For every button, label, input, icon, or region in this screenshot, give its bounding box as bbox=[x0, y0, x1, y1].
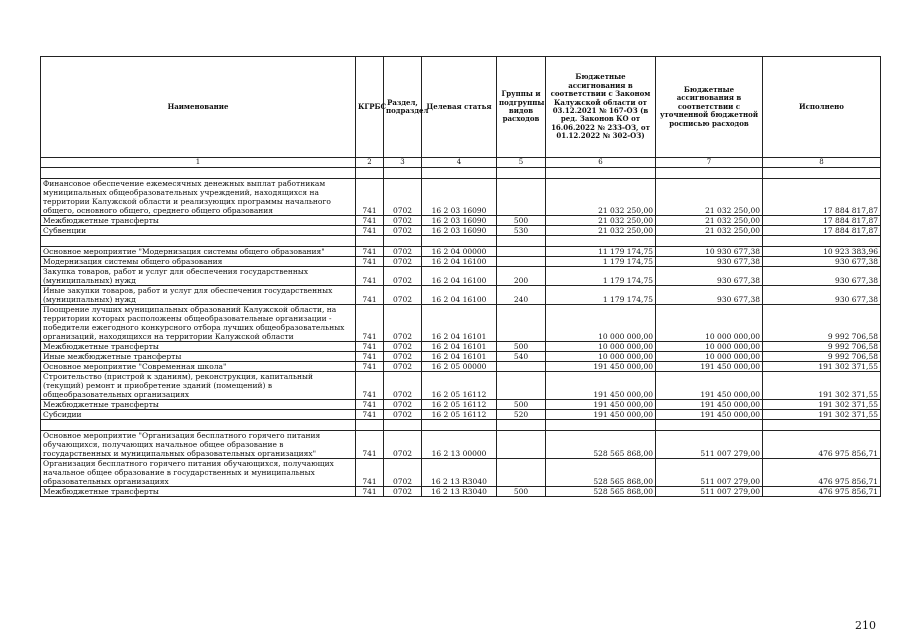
cell-kgrbs: 741 bbox=[356, 362, 384, 372]
cell-name: Строительство (пристрой к зданиям), реконструкция, капитальный (текущий) ремонт и приобретение зданий (помещений) в общеобразовательных организациях bbox=[41, 372, 356, 400]
cell-kgrbs: 741 bbox=[356, 487, 384, 497]
cell-target: 16 2 04 16100 bbox=[422, 286, 497, 305]
cell-section: 0702 bbox=[384, 267, 422, 286]
cell-refined: 191 450 000,00 bbox=[656, 410, 763, 420]
cell-target: 16 2 04 16100 bbox=[422, 267, 497, 286]
cell-group: 240 bbox=[497, 286, 546, 305]
cell-executed: 476 975 856,71 bbox=[763, 459, 881, 487]
cell-executed: 10 923 383,96 bbox=[763, 247, 881, 257]
column-number: 1 bbox=[41, 158, 356, 168]
cell-section: 0702 bbox=[384, 342, 422, 352]
cell-group: 530 bbox=[497, 226, 546, 236]
cell-approved: 528 565 868,00 bbox=[546, 459, 656, 487]
cell-executed: 930 677,38 bbox=[763, 267, 881, 286]
cell-kgrbs: 741 bbox=[356, 267, 384, 286]
table-row bbox=[41, 431, 881, 459]
cell-kgrbs: 741 bbox=[356, 400, 384, 410]
cell-section: 0702 bbox=[384, 179, 422, 216]
table-body bbox=[41, 168, 881, 497]
spacer-row bbox=[41, 168, 881, 179]
cell-target: 16 2 04 16101 bbox=[422, 342, 497, 352]
cell-kgrbs: 741 bbox=[356, 216, 384, 226]
cell-section: 0702 bbox=[384, 410, 422, 420]
table-row bbox=[41, 305, 881, 342]
cell-refined: 21 032 250,00 bbox=[656, 216, 763, 226]
cell-kgrbs: 741 bbox=[356, 286, 384, 305]
cell-refined: 930 677,38 bbox=[656, 286, 763, 305]
cell-group: 520 bbox=[497, 410, 546, 420]
header-target: Целевая статья bbox=[422, 57, 497, 158]
cell-group: 200 bbox=[497, 267, 546, 286]
spacer-row bbox=[41, 236, 881, 247]
cell-section: 0702 bbox=[384, 286, 422, 305]
cell-name: Модернизация системы общего образования bbox=[41, 257, 356, 267]
table-row bbox=[41, 400, 881, 410]
column-number: 3 bbox=[384, 158, 422, 168]
cell-name: Поощрение лучших муниципальных образований Калужской области, на территории которых расположены общеобразовательные организации - победители ежегодного конкурсного отбора лучших общеобразовательных организаций, находящихся на территории Калужской области bbox=[41, 305, 356, 342]
cell-kgrbs: 741 bbox=[356, 247, 384, 257]
table-row bbox=[41, 267, 881, 286]
header-groups: Группы и подгруппы видов расходов bbox=[497, 57, 546, 158]
table-row bbox=[41, 352, 881, 362]
cell-approved: 528 565 868,00 bbox=[546, 431, 656, 459]
cell-name: Иные закупки товаров, работ и услуг для обеспечения государственных (муниципальных) нужд bbox=[41, 286, 356, 305]
cell-kgrbs: 741 bbox=[356, 342, 384, 352]
cell-section: 0702 bbox=[384, 431, 422, 459]
cell-target: 16 2 13 R3040 bbox=[422, 487, 497, 497]
cell-section: 0702 bbox=[384, 459, 422, 487]
cell-target: 16 2 05 16112 bbox=[422, 372, 497, 400]
cell-approved: 21 032 250,00 bbox=[546, 179, 656, 216]
cell-refined: 10 930 677,38 bbox=[656, 247, 763, 257]
cell-approved: 191 450 000,00 bbox=[546, 410, 656, 420]
cell-name: Основное мероприятие "Современная школа" bbox=[41, 362, 356, 372]
table-row bbox=[41, 179, 881, 216]
column-number: 6 bbox=[546, 158, 656, 168]
header-approved: Бюджетные ассигнования в соответствии с Законом Калужской области от 03.12.2021 № 167-ОЗ (в ред. Законов КО от 16.06.2022 № 233-ОЗ, от 01.12.2022 № 302-ОЗ) bbox=[546, 57, 656, 158]
cell-refined: 511 007 279,00 bbox=[656, 431, 763, 459]
cell-section: 0702 bbox=[384, 247, 422, 257]
cell-approved: 21 032 250,00 bbox=[546, 216, 656, 226]
cell-kgrbs: 741 bbox=[356, 226, 384, 236]
cell-approved: 10 000 000,00 bbox=[546, 352, 656, 362]
header-executed: Исполнено bbox=[763, 57, 881, 158]
cell-executed: 17 884 817,87 bbox=[763, 216, 881, 226]
cell-target: 16 2 03 16090 bbox=[422, 226, 497, 236]
cell-executed: 17 884 817,87 bbox=[763, 226, 881, 236]
cell-group: 500 bbox=[497, 400, 546, 410]
cell-executed: 191 302 371,55 bbox=[763, 410, 881, 420]
cell-executed: 191 302 371,55 bbox=[763, 372, 881, 400]
cell-approved: 11 179 174,75 bbox=[546, 247, 656, 257]
cell-kgrbs: 741 bbox=[356, 179, 384, 216]
header-row bbox=[41, 57, 881, 158]
cell-section: 0702 bbox=[384, 257, 422, 267]
cell-refined: 10 000 000,00 bbox=[656, 342, 763, 352]
cell-group bbox=[497, 372, 546, 400]
cell-name: Финансовое обеспечение ежемесячных денежных выплат работникам муниципальных общеобразовательных учреждений, находящихся на территории Калужской области и реализующих программы начального общего, основного общего, среднего общего образования bbox=[41, 179, 356, 216]
cell-target: 16 2 05 00000 bbox=[422, 362, 497, 372]
cell-group bbox=[497, 305, 546, 342]
cell-refined: 930 677,38 bbox=[656, 267, 763, 286]
cell-group: 500 bbox=[497, 216, 546, 226]
cell-refined: 10 000 000,00 bbox=[656, 305, 763, 342]
column-number-row bbox=[41, 158, 881, 168]
cell-executed: 9 992 706,58 bbox=[763, 342, 881, 352]
cell-kgrbs: 741 bbox=[356, 431, 384, 459]
cell-approved: 1 179 174,75 bbox=[546, 267, 656, 286]
cell-kgrbs: 741 bbox=[356, 352, 384, 362]
cell-section: 0702 bbox=[384, 362, 422, 372]
spacer-row bbox=[41, 420, 881, 431]
page-number: 210 bbox=[855, 619, 876, 632]
cell-group: 500 bbox=[497, 342, 546, 352]
table-row bbox=[41, 216, 881, 226]
cell-approved: 528 565 868,00 bbox=[546, 487, 656, 497]
cell-refined: 511 007 279,00 bbox=[656, 459, 763, 487]
header-refined: Бюджетные ассигнования в соответствии с уточненной бюджетной росписью расходов bbox=[656, 57, 763, 158]
cell-approved: 191 450 000,00 bbox=[546, 400, 656, 410]
cell-group bbox=[497, 257, 546, 267]
cell-name: Иные межбюджетные трансферты bbox=[41, 352, 356, 362]
cell-name: Межбюджетные трансферты bbox=[41, 400, 356, 410]
cell-refined: 930 677,38 bbox=[656, 257, 763, 267]
table-row bbox=[41, 487, 881, 497]
cell-approved: 191 450 000,00 bbox=[546, 362, 656, 372]
cell-name: Закупка товаров, работ и услуг для обеспечения государственных (муниципальных) нужд bbox=[41, 267, 356, 286]
cell-kgrbs: 741 bbox=[356, 372, 384, 400]
cell-approved: 10 000 000,00 bbox=[546, 342, 656, 352]
table-row bbox=[41, 342, 881, 352]
cell-name: Субсидии bbox=[41, 410, 356, 420]
column-number: 7 bbox=[656, 158, 763, 168]
cell-executed: 191 302 371,55 bbox=[763, 362, 881, 372]
cell-kgrbs: 741 bbox=[356, 459, 384, 487]
cell-name: Организация бесплатного горячего питания обучающихся, получающих начальное общее образование в государственных и муниципальных образовательных организациях bbox=[41, 459, 356, 487]
cell-group: 500 bbox=[497, 487, 546, 497]
column-number: 5 bbox=[497, 158, 546, 168]
cell-target: 16 2 05 16112 bbox=[422, 400, 497, 410]
cell-approved: 1 179 174,75 bbox=[546, 257, 656, 267]
cell-approved: 191 450 000,00 bbox=[546, 372, 656, 400]
cell-executed: 9 992 706,58 bbox=[763, 352, 881, 362]
cell-refined: 21 032 250,00 bbox=[656, 179, 763, 216]
cell-target: 16 2 04 16101 bbox=[422, 305, 497, 342]
budget-table bbox=[40, 56, 881, 497]
cell-section: 0702 bbox=[384, 372, 422, 400]
column-number: 8 bbox=[763, 158, 881, 168]
column-number: 2 bbox=[356, 158, 384, 168]
cell-approved: 10 000 000,00 bbox=[546, 305, 656, 342]
cell-target: 16 2 13 R3040 bbox=[422, 459, 497, 487]
table-row bbox=[41, 372, 881, 400]
cell-section: 0702 bbox=[384, 487, 422, 497]
table-row bbox=[41, 247, 881, 257]
table-row bbox=[41, 459, 881, 487]
cell-target: 16 2 03 16090 bbox=[422, 179, 497, 216]
cell-refined: 191 450 000,00 bbox=[656, 372, 763, 400]
cell-executed: 9 992 706,58 bbox=[763, 305, 881, 342]
header-name: Наименование bbox=[41, 57, 356, 158]
cell-executed: 930 677,38 bbox=[763, 257, 881, 267]
cell-group bbox=[497, 362, 546, 372]
cell-group bbox=[497, 459, 546, 487]
cell-executed: 476 975 856,71 bbox=[763, 487, 881, 497]
cell-target: 16 2 03 16090 bbox=[422, 216, 497, 226]
cell-target: 16 2 04 00000 bbox=[422, 247, 497, 257]
cell-executed: 17 884 817,87 bbox=[763, 179, 881, 216]
cell-refined: 191 450 000,00 bbox=[656, 362, 763, 372]
cell-refined: 21 032 250,00 bbox=[656, 226, 763, 236]
cell-target: 16 2 04 16100 bbox=[422, 257, 497, 267]
cell-kgrbs: 741 bbox=[356, 257, 384, 267]
cell-section: 0702 bbox=[384, 305, 422, 342]
cell-kgrbs: 741 bbox=[356, 410, 384, 420]
cell-name: Межбюджетные трансферты bbox=[41, 487, 356, 497]
column-number: 4 bbox=[422, 158, 497, 168]
cell-section: 0702 bbox=[384, 352, 422, 362]
table-row bbox=[41, 286, 881, 305]
cell-kgrbs: 741 bbox=[356, 305, 384, 342]
cell-refined: 191 450 000,00 bbox=[656, 400, 763, 410]
cell-group bbox=[497, 431, 546, 459]
cell-target: 16 2 05 16112 bbox=[422, 410, 497, 420]
table-row bbox=[41, 257, 881, 267]
cell-refined: 511 007 279,00 bbox=[656, 487, 763, 497]
cell-executed: 930 677,38 bbox=[763, 286, 881, 305]
cell-approved: 21 032 250,00 bbox=[546, 226, 656, 236]
cell-executed: 476 975 856,71 bbox=[763, 431, 881, 459]
table-row bbox=[41, 362, 881, 372]
cell-name: Основное мероприятие "Модернизация системы общего образования" bbox=[41, 247, 356, 257]
cell-group: 540 bbox=[497, 352, 546, 362]
cell-section: 0702 bbox=[384, 400, 422, 410]
cell-approved: 1 179 174,75 bbox=[546, 286, 656, 305]
cell-executed: 191 302 371,55 bbox=[763, 400, 881, 410]
cell-name: Субвенции bbox=[41, 226, 356, 236]
table-row bbox=[41, 226, 881, 236]
cell-section: 0702 bbox=[384, 216, 422, 226]
cell-name: Межбюджетные трансферты bbox=[41, 216, 356, 226]
cell-group bbox=[497, 179, 546, 216]
cell-target: 16 2 04 16101 bbox=[422, 352, 497, 362]
header-section: Раздел, подраздел bbox=[384, 57, 422, 158]
cell-name: Межбюджетные трансферты bbox=[41, 342, 356, 352]
table-row bbox=[41, 410, 881, 420]
cell-group bbox=[497, 247, 546, 257]
cell-section: 0702 bbox=[384, 226, 422, 236]
cell-name: Основное мероприятие "Организация бесплатного горячего питания обучающихся, получающих начальное общее образование в государственных и муниципальных образовательных организациях" bbox=[41, 431, 356, 459]
header-kgrbs: КГРБС bbox=[356, 57, 384, 158]
cell-refined: 10 000 000,00 bbox=[656, 352, 763, 362]
cell-target: 16 2 13 00000 bbox=[422, 431, 497, 459]
